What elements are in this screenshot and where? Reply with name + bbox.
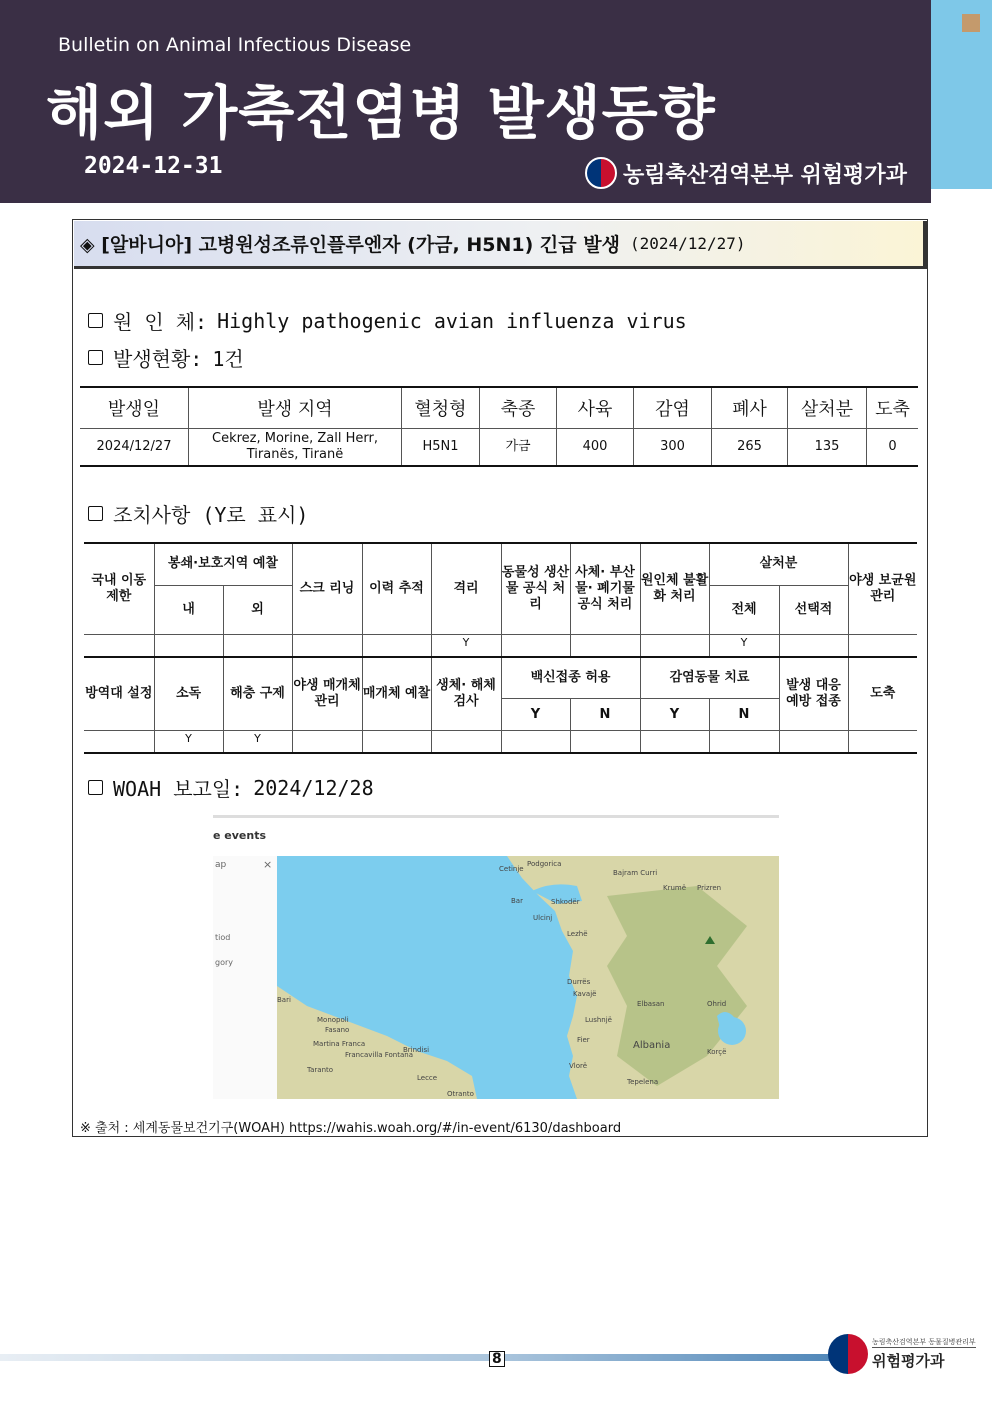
map-label: Bar [511,897,523,905]
mark-cell [640,634,709,657]
headline-text: ◈ [알바니아] 고병원성조류인플루엔자 (가금, H5N1) 긴급 발생 [80,234,620,256]
map-side-label: tiod [215,933,231,942]
outbreak-line [88,343,244,372]
woah-date: 2024/12/28 [253,775,374,800]
mark-cell [570,731,640,754]
mark-cell [292,731,362,754]
page-number: 8 [489,1351,505,1367]
mark-cell: Y [154,731,223,754]
checkbox-icon [88,350,103,365]
header-banner [0,0,931,203]
mark-cell: Y [709,634,779,657]
headline-date: (2024/12/27) [629,234,746,253]
header-cell: Y [640,699,709,731]
map-side-panel [213,856,278,1099]
map-label: Durrës [567,978,591,986]
outbreak-table-header [80,387,918,429]
mark-cell [501,634,570,657]
header-cell: Y [501,699,570,731]
agency-label [585,157,907,189]
map-label: Fasano [325,1026,350,1034]
header-cell: 외 [223,585,292,634]
header-cell: 국내 이동 제한 [84,543,154,634]
cell-serotype: H5N1 [402,429,480,467]
table-row [84,634,917,657]
map-label: Kavajë [573,990,597,998]
mark-cell [848,731,917,754]
mark-cell: Y [223,731,292,754]
mark-cell [640,731,709,754]
header-cell: 도축 [867,387,919,429]
checkbox-icon [88,780,103,795]
map-label: Francavilla Fontana [345,1051,414,1059]
header-cell: 살처분 [709,543,848,585]
footer-logo [828,1334,976,1374]
mark-cell [362,731,431,754]
header-cell: 폐사 [712,387,788,429]
footer-org [872,1337,976,1371]
footer-divider [0,1354,840,1361]
measures-header-row [84,543,917,585]
table-row [84,731,917,754]
issue-date: 2024-12-31 [84,153,223,179]
header-cell: 사체· 부산물· 폐기물 공식 처리 [570,543,640,634]
header-cell: 발생 대응 예방 접종 [779,657,848,731]
map-label: Elbasan [637,1000,665,1008]
map-label: Brindisi [403,1046,430,1054]
header-cell: 전체 [709,585,779,634]
footer-org-small: 농림축산검역본부 동물질병관리부 [872,1338,976,1346]
header-cell: 백신접종 허용 [501,657,640,699]
cause-label: 원 인 체: [113,310,208,334]
header-cell: 스크 리닝 [292,543,362,634]
header-cell: 도축 [848,657,917,731]
footer-org-big: 위험평가과 [872,1347,976,1371]
mark-cell [848,634,917,657]
map-label: Bajram Curri [613,869,658,877]
cell-raised: 400 [557,429,634,467]
header-cell: 야생 매개체 관리 [292,657,362,731]
mark-cell [709,731,779,754]
mark-cell [292,634,362,657]
mark-cell [84,634,154,657]
map-lake-prespa [718,1017,746,1045]
map-label: Krumë [663,884,687,892]
header-cell: 발생일 [80,387,189,429]
header-cell: 축종 [480,387,557,429]
mark-cell [779,731,848,754]
map-label: Taranto [307,1066,334,1074]
map-side-label: gory [215,958,233,967]
cell-region [189,429,402,467]
header-cell: 선택적 [779,585,848,634]
map-label: Albania [633,1040,671,1051]
mark-cell [570,634,640,657]
map-label: Bari [277,996,291,1004]
map-label: Tepelena [627,1078,659,1086]
mark-cell [779,634,848,657]
map-label: Ulcinj [533,914,553,922]
mark-cell [154,634,223,657]
map-label: Lezhë [567,930,588,938]
map-side-label: ap [215,860,227,870]
source-note: ※ 출처 : 세계동물보건기구(WOAH) https://wahis.woah.org/#/in-event/6130/dashboard [80,1121,622,1136]
outbreak-label: 발생현황: [113,347,203,371]
header-cell: 사육 [557,387,634,429]
map-label: Monopoli [317,1016,349,1024]
cell-slaughtered: 0 [867,429,919,467]
mark-cell: Y [431,634,501,657]
header-cell: 감염동물 치료 [640,657,779,699]
cell-culled: 135 [788,429,867,467]
map-label: Lushnjë [585,1016,612,1024]
header-cell: 생체· 해체 검사 [431,657,501,731]
header-cell: 감염 [634,387,712,429]
cell-infected: 300 [634,429,712,467]
map-label: Cetinje [499,865,524,873]
header-cell: 발생 지역 [189,387,402,429]
outbreak-table [80,386,918,467]
page-title: 해외 가축전염병 발생동향 [46,79,716,147]
map-label: Prizren [697,884,722,892]
header-cell: 해충 구제 [223,657,292,731]
woah-line [88,773,374,802]
cause-value: Highly pathogenic avian influenza virus [217,308,687,333]
map-canvas[interactable] [277,856,779,1099]
header-cell: 동물성 생산물 공식 처리 [501,543,570,634]
table-row [80,429,918,467]
map-label: Lecce [417,1074,438,1082]
header-cell: 원인체 불활화 처리 [640,543,709,634]
header-cell: 이력 추적 [362,543,431,634]
close-icon[interactable]: × [263,858,273,871]
mark-cell [223,634,292,657]
measures-line [88,499,308,528]
mark-cell [431,731,501,754]
header-cell: 혈청형 [402,387,480,429]
cell-date: 2024/12/27 [80,429,189,467]
header-cell: N [570,699,640,731]
cause-line [88,306,687,335]
map-label: Fier [577,1036,590,1044]
map-label: Podgorica [527,860,562,868]
decorative-square [962,14,980,32]
map-label: Ohrid [707,1000,727,1008]
map-label: Martina Franca [313,1040,366,1048]
cell-species: 가금 [480,429,557,467]
measures-label: 조치사항 (Y로 표시) [113,503,309,527]
article-headline [74,221,927,269]
map-label: Otranto [447,1090,474,1098]
woah-label: WOAH 보고일: [113,777,244,801]
measures-header-row [84,657,917,699]
bulletin-subtitle: Bulletin on Animal Infectious Disease [58,34,412,56]
header-cell: 매개체 예찰 [362,657,431,731]
header-cell: 살처분 [788,387,867,429]
map-panel-title: e events [213,829,267,842]
region-line: Tiranës, Tiranë [246,447,344,462]
region-line: Cekrez, Morine, Zall Herr, [212,431,378,446]
header-cell: 소독 [154,657,223,731]
header-cell: 야생 보균원 관리 [848,543,917,634]
map-label: Korçë [707,1048,727,1056]
measures-table [84,542,917,754]
mark-cell [362,634,431,657]
header-cell: 봉쇄·보호지역 예찰 [154,543,292,585]
outbreak-map-screenshot [213,815,779,1099]
header-cell: 격리 [431,543,501,634]
taegeuk-logo-icon [828,1334,868,1374]
taegeuk-logo-icon [585,157,617,189]
cell-dead: 265 [712,429,788,467]
mark-cell [501,731,570,754]
map-label: Vlorë [569,1062,588,1070]
header-cell: 내 [154,585,223,634]
checkbox-icon [88,313,103,328]
header-cell: 방역대 설정 [84,657,154,731]
map-label: Shkodër [551,898,580,906]
mark-cell [84,731,154,754]
checkbox-icon [88,506,103,521]
header-cell: N [709,699,779,731]
agency-name: 농림축산검역본부 위험평가과 [623,162,907,188]
outbreak-value: 1건 [212,347,244,371]
